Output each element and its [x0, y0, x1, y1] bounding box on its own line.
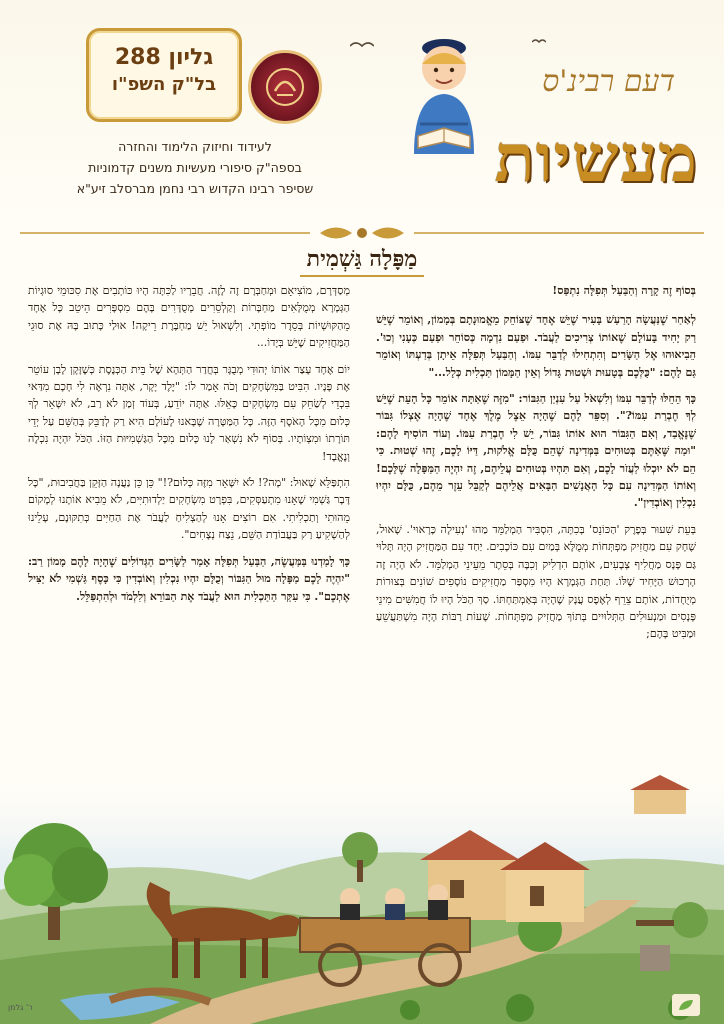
- page-corner-badge: [672, 994, 700, 1016]
- header: [0, 0, 724, 225]
- subtitle: [30, 136, 360, 199]
- logo: [248, 50, 322, 124]
- subtitle-line: שסיפר רבינו הקדוש רבי נחמן מברסלב זיע"א: [76, 181, 314, 196]
- bird-icon: [532, 38, 546, 46]
- paragraph: כָּךְ לָמַדְנוּ בַּמַּעֲשֶׂה, הַבַּעַל תְּפִלָּה אָמַר לַשָּׂרִים הַגְּדוֹלִים שֶׁהָיָה לָהֶם מָמוֹן רַב: "יִהְיֶה לָכֶם מַפָּלָה מוּל הַגִּבּוֹר וְכֻלָּם יִהְיוּ נִכְלִין וְאוֹבְדִין כִּי כָּסֶף גַּשְׁמִי לֹא יַצִּיל אֶתְכֶם". כִּי עִקַּר הַתַּכְלִית הוּא לַעֲבֹד אֶת הַבּוֹרֵא וְלִלְמֹד וּלְהִתְפַּלֵּל.: [28, 554, 350, 603]
- story-title: מַפָּלָה גַּשְׁמִית: [306, 246, 418, 272]
- village-scene-illustration: [0, 770, 724, 1024]
- right-text-column: [376, 282, 696, 652]
- brand-subtitle: דעם רבינ'ס: [542, 64, 675, 99]
- paragraph: כָּךְ הֵחֵלּוּ לְדַבֵּר עִמּוֹ וְלִשְׁאֹל עַל עִנְיַן הַגִּבּוֹר: "מִזֶּה שֶׁאַתָּה אוֹמֵר כָּל הָעֵת שֶׁיֵּשׁ לְךָ חֶבְרַת עִמּוֹ?". וְסִפֵּר לָהֶם שֶׁהָיָה אֵצֶל מֶלֶךְ אֶחָד שֶׁהָיָה אֶצְלוֹ גִּבּוֹר שֶׁנֶּאֱבַד, וְאִם הַגִּבּוֹר הוּא אוֹתוֹ גִּבּוֹר, יֵשׁ לִי חֶבְרַת עִמּוֹ. וְעוֹד הוֹסִיף לָהֶם: "וּמַה שֶּׁאַתֶּם בְּטוּחִים בַּמְּדִינָה שֶׁהֵם כֻּלָּם אֱלֹקוּת, דַּיּוֹ לָכֶם, זֶהוּ שְׁטוּת. כִּי הֵם לֹא יוּכְלוּ לַעֲזֹר לָכֶם, וְאִם תִּהְיוּ בְּטוּחִים עֲלֵיהֶם, זֶה יִהְיֶה הַמַּפָּלָה שֶׁלָּכֶם! וְאוֹתוֹ הַמְּדִינָה עִם כָּל הָאֲנָשִׁים הַבָּאִים אֲלֵיהֶם לְקַבֵּל עֵזֶר מֵהֶם, כֻּלָּם יִהְיוּ נִכְלִין וְאוֹבְדִין".: [376, 392, 696, 510]
- paragraph: בְּסוֹף זֶה קָרָה וְהַבַּעַל תְּפִלָּה נִתְפַּס!: [552, 284, 696, 297]
- subtitle-line: לעידוד וחיזוק הלימוד והחזרה: [118, 139, 272, 154]
- paragraph: יוֹם אֶחָד עָצַר אוֹתוֹ יְהוּדִי מְבֻגָּר בְּחֲדַר הַתְּהָא שֶׁל בֵּית הַכְּנֶסֶת כְּשֶׁזָּקָן לָבָן עוֹטֵר אֶת פָּנָיו. הִבִּיט בַּמִּשְׂחָקִים וְכֹה אָמַר לוֹ: "יֶלֶד יָקָר, אַתָּה נִרְאֶה לִי חָכָם מִדַּאי בִּכְדֵי לְשַׂחֵק עִם מִשְׂחָקִים כָּאֵלּוּ. אַתָּה יוֹדֵעַ, בְּעוֹד זְמַן לֹא רַב, לֹא יִשָּׁאֵר לְךָ כְּלוּם מִכָּל הָאֹסֶף הַזֶּה. כָּל הַמַּטָּרָה שֶׁבָּאנוּ לָעוֹלָם הִיא רַק לְדַבֵּק בְּהַשֵּׁם עַל יְדֵי תּוֹרָתוֹ וּמִצְוֹתָיו. בְּסוֹף לֹא נִשְׁאַר לָנוּ כְּלוּם מִכָּל הַגַּשְׁמִיּוּת הַזּוֹ. הַכֹּל יִהְיֶה נִכְלֶה וְנֶאֱבָד!: [28, 362, 350, 463]
- brand-title: מעשיות: [494, 119, 698, 197]
- leaf-icon: [677, 998, 695, 1012]
- left-text-column: [28, 282, 350, 614]
- issue-box: [86, 28, 242, 122]
- illustrator-credit: ר' גלמן: [8, 1003, 33, 1012]
- paragraph: בְּעֵת שִׁעוּר בְּפֶרֶק 'הַכּוֹנֵס' בְּכִתָּה, הִסְבִּיר הַמְלַמֵּד מַהוּ 'נְעִילָה כָּרָאוּי'. שָׁאוּל, שֶׁחָק עִם מַחֲזִיק מַפְתְּחוֹת מְמֻלָּא בְּמַיִם עִם כּוֹכָבִים. יַחַד עִם הַמַּחֲזִיק הָיָה תָּלוּי גַּם פָּנָס מַחֲלִיף צְבָעִים, אוֹתָם הִדְלִיק וְכִבָּה בְּסֵתֶר מֵעֵינֵי הַמְלַמֵּד. לֹא הָיָה זֶה הָרְכוּשׁ הַיָּחִיד שֶׁלּוֹ. תַּחַת הַגְּמָרָא הָיוּ מִסְפַּר מַחֲזִיקִים נוֹסָפִים שׁוֹנִים בְּצוּרוֹת מְיֻחָדוֹת, אוֹתָם צֵרֵף לְאֶפֶס עֲנָק שֶׁהָיָה בְּאַמְתַּחְתּוֹ. סַךְ הַכֹּל הָיוּ לוֹ חֲמִשִּׁים מִינֵי פָּנָסִים וּמַנְעוּלִים הַתְּלוּיִים בְּתוֹךְ מַחֲזִיק מַפְתְּחוֹת. שָׁעוֹת רַבּוֹת הָיָה מִשְׁתַּעֲשֵׁעַ וּמַבִּיט בָּהֶם;: [376, 522, 696, 641]
- paragraph: הִתְפַּלֵּא שָׁאוּל: "מָה?! לֹא יִשָּׁאֵר מִזֶּה כְּלוּם?!" כֵּן כֵּן נַעֲנָה הַזָּקֵן בַּחֲבִיבוּת, "כָּל דָּבָר גַּשְׁמִי שֶׁאָנוּ מִתְעַסְּקִים, בִּפְרָט מִשְׂחָקִים יַלְדוּתִיִּים, לֹא מֵבִיא אוֹתָנוּ לְמָקוֹם מֵהוּתִי וְתַכְלִיתִי. אִם רוֹצִים אָנוּ לְהַצְלִיחַ לַעֲבֹר אֶת הַחַיִּים כְּתִקּוּנָם, עָלֵינוּ לְהַשְׁקִיעַ רַק בַּעֲבוֹדַת הַשֵּׁם, נֵצַח נְצָחִים".: [28, 476, 350, 542]
- issue-number: גליון 288: [114, 45, 214, 70]
- subtitle-line: בספה"ק סיפורי מעשיות משנים קדמוניות: [88, 160, 302, 175]
- paragraph: לְאַחַר שֶׁנַּעֲשָׂה הָרַעַשׁ בָּעִיר שֶׁיֵּשׁ אֶחָד שֶׁצּוֹחֵק מֵאֱמוּנָתָם בְּמָמוֹן, וְאוֹמֵר שֶׁיֵּשׁ רַק יָחִיד בָּעוֹלָם שֶׁאוֹתוֹ צְרִיכִים לַעֲבֹד. וּפַעַם נִדְמָה כְּסוֹחֵר וּפַעַם כְּעָנִי וְכוּ'. הֵבִיאוּהוּ אֶל הַשָּׂרִים וְהִתְחִילוּ לְדַבֵּר עִמּוֹ. וְהַבַּעַל תְּפִלָּה אֵיתָן בְּדַעְתּוֹ וְאוֹמֵר גַּם לָהֶם: "כֻּלְּכֶם בְּטָעוּת וּשְׁטוּת גָּדוֹל וְאֵין הַמָּמוֹן תַּכְלִית כְּלָל...": [376, 313, 696, 379]
- bird-icon: [350, 40, 374, 52]
- ornament-divider: [20, 222, 704, 244]
- title-underline: [300, 275, 424, 277]
- issue-parasha: בל"ק השפ"ו: [111, 74, 217, 95]
- paragraph: מְסַדְּרָם, מוֹצִיאָם וּמְחַבְּרָם זֶה לָזֶה. חֲבֵרָיו לַכִּתָּה הָיוּ כּוֹתְבִים אֶת סִכּוּמֵי סוּגְיוֹת הַגְּמָרָא מְמֻלָּאִים מַחְבָּרוֹת וְקַלְסֵרִים מְסֻדָּרִים בָּהֶם מִסְפָּרִים הֵיטֵב כָּל אֶחָד מֵהַקּוּשְׁיוֹת בְּסֵדֶר מוֹפְתִי. וְלִשְׁאוּל יֵשׁ מַחְבֶּרֶת רֵיקָה! אוּלַי כָּתוּב בָּהּ אֶת סוּגֵי הַמַּחֲזִיקִים שֶׁיֵּשׁ בְּיָדוֹ...: [28, 284, 350, 350]
- seal-icon: [263, 65, 307, 109]
